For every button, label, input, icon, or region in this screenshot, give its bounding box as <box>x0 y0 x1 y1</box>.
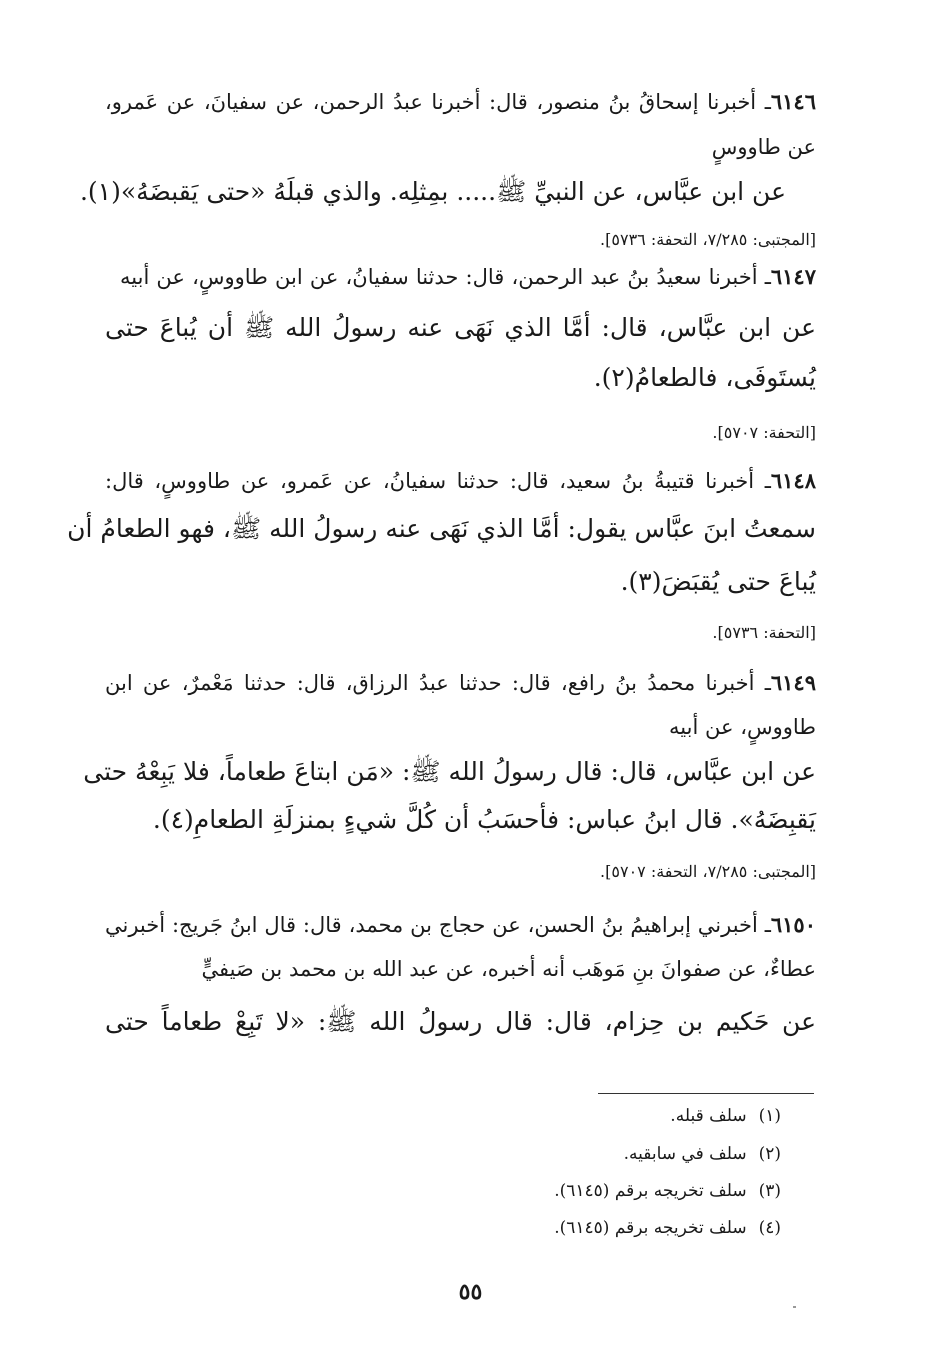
hadith-number: ٦١٤٧ <box>770 264 816 289</box>
hadith-6147-matn-line-2: يُستَوفَى، فالطعامُ(٢). <box>593 363 816 392</box>
page-number: ٥٥ <box>458 1279 483 1305</box>
hadith-6148-chain-line-1: ٦١٤٨ـ أخبرنا قتيبةُ بنُ سعيد، قال: حدثنا سفيانُ، عن عَمرو، عن طاووسٍ، قال: <box>105 468 816 493</box>
hadith-6147-chain-line-1: ٦١٤٧ـ أخبرنا سعيدُ بنُ عبد الرحمن، قال: حدثنا سفيانُ، عن ابن طاووسٍ، عن أبيه <box>120 264 816 289</box>
scan-speck <box>793 1306 796 1308</box>
hadith-6149-reference: [المجتبى: ٧/٢٨٥، التحفة: ٥٧٠٧]. <box>600 862 816 881</box>
hadith-6150-chain-line-2: عطاءٌ، عن صفوانَ بنِ مَوهَب أنه أخبره، عن عبد الله بن محمد بن صَيفيٍّ <box>201 957 816 981</box>
hadith-6148-reference: [التحفة: ٥٧٣٦]. <box>712 623 816 642</box>
hadith-6147-matn-line-1: عن ابن عبَّاس، قال: أمَّا الذي نَهَى عنه رسولُ الله ﷺ أن يُباعَ حتى <box>105 313 816 342</box>
footnote-3: (٣)سلف تخريجه برقم (٦١٤٥). <box>554 1181 781 1201</box>
hadith-6146-chain-line-2: عن طاووسٍ <box>711 135 816 159</box>
footnote-1: (١)سلف قبله. <box>670 1106 781 1126</box>
hadith-6149-matn-line-2: يَقبِضَهُ». قال ابنُ عباس: فأحسَبُ أن كُلَّ شيءٍ بمنزلَةِ الطعامِ(٤). <box>152 805 816 834</box>
hadith-6146-matn-line-1: عن ابن عبَّاس، عن النبيِّ ﷺ..... بمِثلِه. والذي قبلَهُ «حتى يَقبضَهُ»(١). <box>79 177 786 206</box>
hadith-6149-chain-line-2: طاووسٍ، عن أبيه <box>669 715 816 739</box>
hadith-6150-matn-line-1: عن حَكيم بن حِزام، قال: قال رسولُ الله ﷺ: «لا تَبِعْ طعاماً حتى <box>105 1007 816 1036</box>
hadith-6149-matn-line-1: عن ابن عبَّاس، قال: قال رسولُ الله ﷺ: «مَن ابتاعَ طعاماً، فلا يَبِعْهُ حتى <box>83 757 816 786</box>
hadith-6146-chain-line-1: ٦١٤٦ـ أخبرنا إسحاقُ بنُ منصور، قال: أخبرنا عبدُ الرحمن، عن سفيانَ، عن عَمرو، <box>105 89 816 114</box>
hadith-6147-reference: [التحفة: ٥٧٠٧]. <box>712 423 816 442</box>
hadith-6148-matn-line-2: يُباعَ حتى يُقبَضَ(٣). <box>620 567 816 596</box>
footnote-2: (٢)سلف في سابقيه. <box>623 1144 781 1164</box>
hadith-number: ٦١٤٦ <box>770 89 816 114</box>
hadith-6146-reference: [المجتبى: ٧/٢٨٥، التحفة: ٥٧٣٦]. <box>600 230 816 249</box>
hadith-6150-chain-line-1: ٦١٥٠ـ أخبرني إبراهيمُ بنُ الحسن، عن حجاج بن محمد، قال: قال ابنُ جَريج: أخبرني <box>105 912 816 937</box>
hadith-6149-chain-line-1: ٦١٤٩ـ أخبرنا محمدُ بنُ رافع، قال: حدثنا عبدُ الرزاق، قال: حدثنا مَعْمرٌ، عن ابن <box>105 670 816 695</box>
hadith-number: ٦١٥٠ <box>770 912 816 937</box>
hadith-number: ٦١٤٨ <box>770 468 816 493</box>
hadith-number: ٦١٤٩ <box>770 670 816 695</box>
footnote-4: (٤)سلف تخريجه برقم (٦١٤٥). <box>554 1218 781 1238</box>
footnote-separator <box>598 1093 814 1094</box>
hadith-6148-matn-line-1: سمعتُ ابنَ عبَّاس يقول: أمَّا الذي نَهَى عنه رسولُ الله ﷺ، فهو الطعامُ أن <box>67 514 816 543</box>
